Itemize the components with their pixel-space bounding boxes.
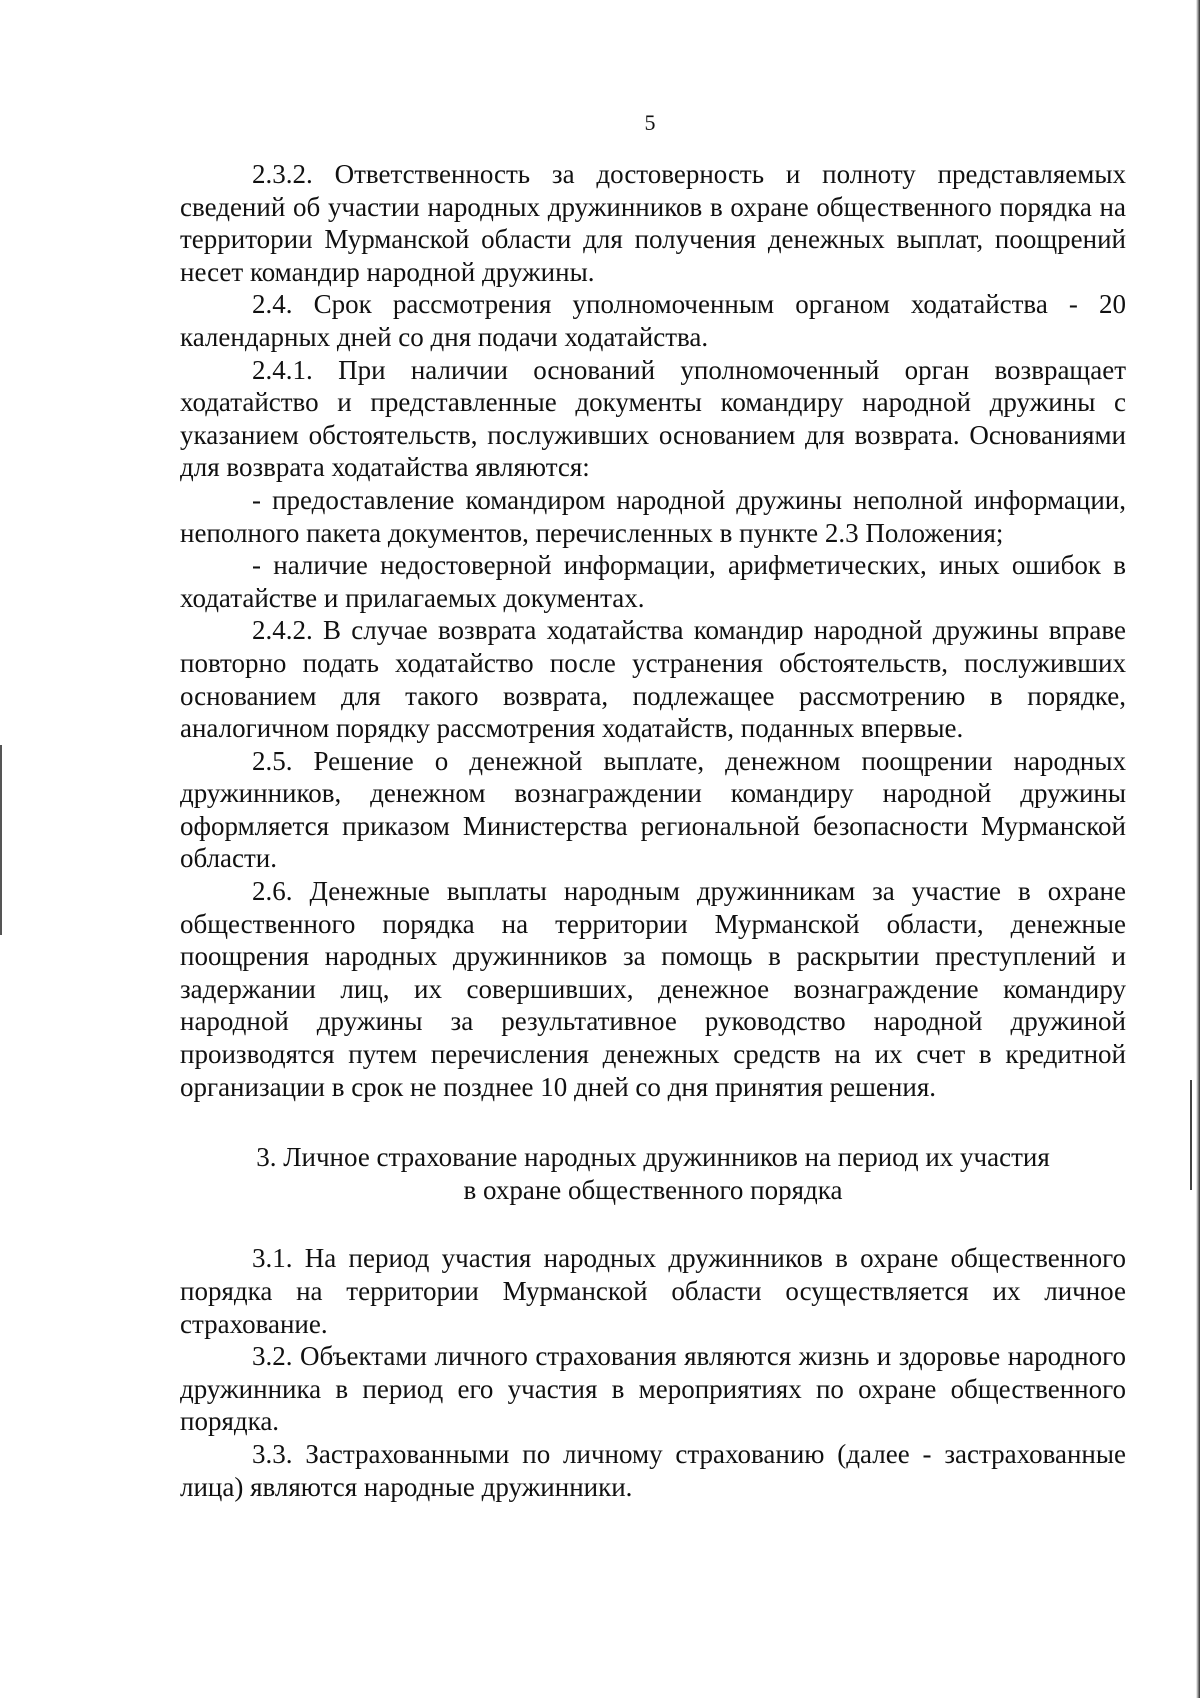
paragraph-3-1: 3.1. На период участия народных дружинников в охране общественного порядка на территории Мурманской области осуществляется их личное страхование. [180,1243,1126,1339]
paragraph-2-4: 2.4. Срок рассмотрения уполномоченным органом ходатайства - 20 календарных дней со дня подачи ходатайства. [180,289,1126,352]
paragraph-3-2: 3.2. Объектами личного страхования являются жизнь и здоровье народного дружинника в период его участия в мероприятиях по охране общественного порядка. [180,1341,1126,1437]
paragraph-3-3: 3.3. Застрахованными по личному страхованию (далее - застрахованные лица) являются народные дружинники. [180,1438,1126,1502]
section-3-heading-line-1: 3. Личное страхование народных дружинников на период их участия [256,1142,1050,1173]
section-3-heading-line-2: в охране общественного порядка [463,1174,843,1205]
scan-edge-mark-left [0,745,2,935]
page-number: 5 [644,110,656,135]
paragraph-2-3-2: 2.3.2. Ответственность за достоверность и полноту представляемых сведений об участии народных дружинников в охране общественного порядка на территории Мурманской области для получения денежных выплат, поощрений несет командир народной дружины. [180,159,1126,287]
list-item-inaccurate-info: - наличие недостоверной информации, арифметических, иных ошибок в ходатайстве и прилагаемых документах. [180,550,1126,613]
paragraph-2-5: 2.5. Решение о денежной выплате, денежном поощрении народных дружинников, денежном вознаграждении командиру народной дружины оформляется приказом Министерства региональной безопасности Мурманской области. [180,745,1126,874]
paragraph-2-6: 2.6. Денежные выплаты народным дружинникам за участие в охране общественного порядка на территории Мурманской области, денежные поощрения народных дружинников за помощь в раскрытии преступлений и задержании лиц, их совершивших, денежное вознаграждение командиру народной дружины за результативное руководство народной дружиной производятся путем перечисления денежных средств на их счет в кредитной организации в срок не позднее 10 дней со дня принятия решения. [180,876,1126,1102]
document-body [180,158,1126,1503]
paragraph-2-4-2: 2.4.2. В случае возврата ходатайства командир народной дружины вправе повторно подать ходатайство после устранения обстоятельств, послуживших основанием для такого возврата, подлежащее рассмотрению в порядке, аналогичном порядку рассмотрения ходатайств, поданных впервые. [180,615,1126,744]
scan-edge-shadow-right [1196,0,1200,1698]
scan-edge-mark-right [1190,1080,1192,1190]
list-item-incomplete-info: - предоставление командиром народной дружины неполной информации, неполного пакета документов, перечисленных в пункте 2.3 Положения; [180,484,1126,548]
paragraph-2-4-1: 2.4.1. При наличии оснований уполномоченный орган возвращает ходатайство и представленные документы командиру народной дружины с указанием обстоятельств, послуживших основанием для возврата. Основаниями для возврата ходатайства являются: [180,354,1126,483]
section-3-heading [180,1141,1126,1206]
